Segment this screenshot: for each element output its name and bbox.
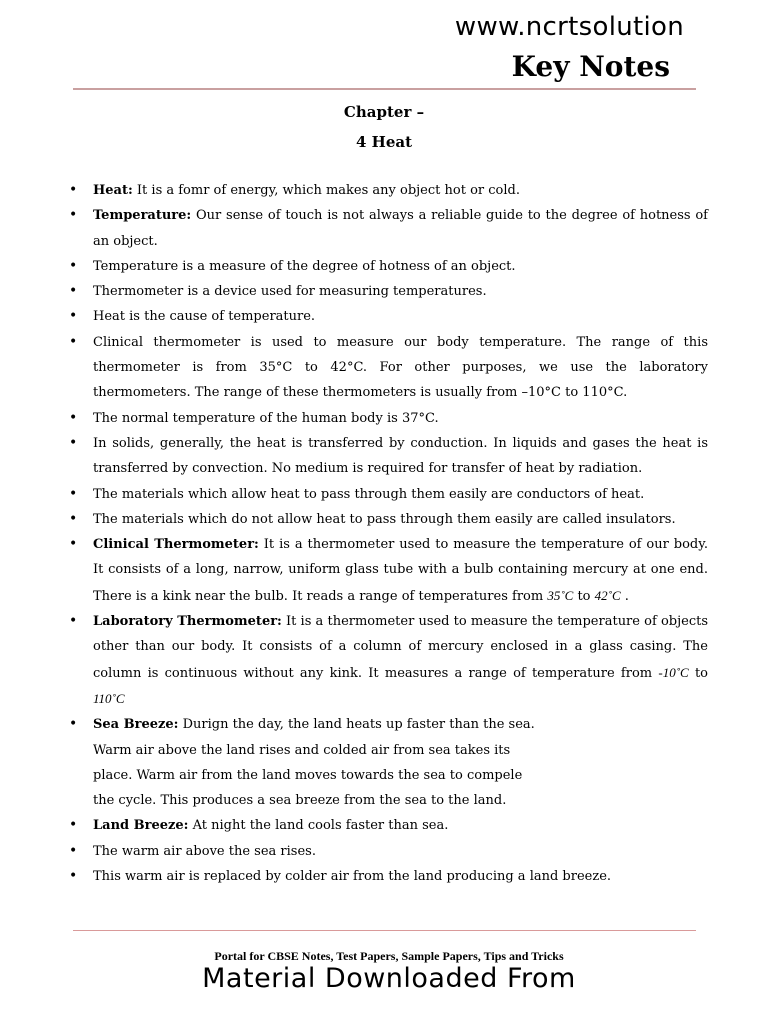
note-term: Clinical Thermometer: [93,537,259,553]
list-item [68,178,708,203]
note-text: It is a fomr of energy, which makes any object hot or cold. [132,183,520,198]
note-term: Land Breeze: [93,818,189,834]
material-downloaded-from: Material Downloaded From [202,963,576,994]
list-item [68,482,708,507]
list-item [68,406,708,431]
list-item [68,330,708,406]
note-text: Temperature is a measure of the degree of hotness of an object. [93,258,516,274]
note-term: Temperature: [93,208,192,224]
header-divider [73,88,696,90]
note-text: It is a thermometer used to measure the temperature of our body. It consists of a long, narrow, uniform glass tube with a bulb containing mercury at one end. There is a kink near the bulb. It reads a range of temperatures from [93,537,708,604]
range-to: 42˚C [594,587,621,603]
note-text: The materials which do not allow heat to pass through them easily are called insulators. [93,511,676,527]
portal-tagline: Portal for CBSE Notes, Test Papers, Sample Papers, Tips and Tricks [214,949,564,963]
note-text: The normal temperature of the human body is 37°C. [93,410,439,426]
note-text: The materials which allow heat to pass through them easily are conductors of heat. [93,486,645,502]
note-text: At night the land cools faster than sea. [188,818,449,834]
note-text: Heat is the cause of temperature. [93,309,316,325]
note-tail: . [620,588,629,604]
list-item [68,813,708,838]
site-url: www.ncrtsolution [454,12,684,42]
chapter-label: Chapter – [343,103,425,121]
range-to: 110˚C [93,690,125,706]
range-from: 35˚C [547,587,574,603]
range-to-word: to [688,665,708,681]
note-term: Heat: [93,183,133,198]
list-item [68,279,708,304]
note-text: It is a thermometer used to measure the temperature of objects other than our body. It consists of a column of mercury enclosed in a glass casing. The column is continuous without any kink. It measures a range of temperature from [93,614,708,681]
note-term: Laboratory Thermometer: [93,614,282,630]
note-line: Durign the day, the land heats up faster than the sea. [178,717,535,733]
note-text: Our sense of touch is not always a reliable guide to the degree of hotness of an object. [93,208,708,249]
list-item [68,864,708,889]
list-item [68,839,708,864]
range-to-word: to [573,588,595,604]
note-text: This warm air is replaced by colder air from the land producing a land breeze. [93,869,612,885]
note-line: Warm air above the land rises and colded air from sea takes its [93,742,511,758]
list-item [68,431,708,482]
list-item [68,712,708,813]
list-item [68,609,708,712]
note-text: Clinical thermometer is used to measure our body temperature. The range of this thermometer is from 35°C to 42°C. For other purposes, we use the laboratory thermometers. The range of these thermometers is usually from –10°C to 110°C. [93,334,708,401]
list-item [68,304,708,329]
key-notes-list [68,178,708,889]
chapter-title: 4 Heat [355,133,413,151]
note-term: Sea Breeze: [93,717,179,733]
list-item [68,254,708,279]
note-line: place. Warm air from the land moves towards the sea to compele [93,767,523,783]
list-item [68,203,708,254]
footer-divider [73,930,696,931]
key-notes-title: Key Notes [511,50,670,83]
list-item [68,507,708,532]
note-line: the cycle. This produces a sea breeze from the sea to the land. [93,793,507,809]
note-text: The warm air above the sea rises. [93,843,316,859]
list-item [68,532,708,609]
note-text: In solids, generally, the heat is transferred by conduction. In liquids and gases the heat is transferred by convection. No medium is required for transfer of heat by radiation. [93,435,708,477]
note-text: Thermometer is a device used for measuring temperatures. [93,284,487,300]
range-from: -10˚C [658,664,689,680]
